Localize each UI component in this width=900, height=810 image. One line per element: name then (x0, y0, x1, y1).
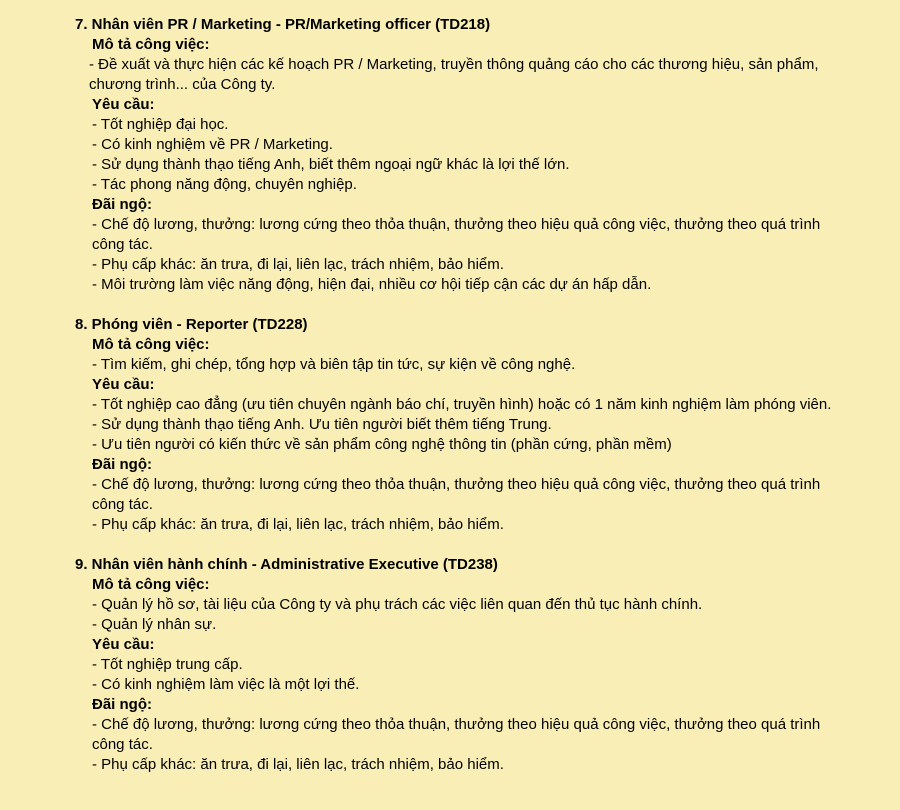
list-item: - Đề xuất và thực hiện các kế hoạch PR / Marketing, truyền thông quảng cáo cho các thương hiệu, sản phẩm, chương trình... của Công ty. (89, 56, 819, 93)
job-title: 9. Nhân viên hành chính - Administrative Executive (TD238) (75, 556, 498, 573)
description-list (0, 355, 900, 375)
list-item: - Phụ cấp khác: ăn trưa, đi lại, liên lạc, trách nhiệm, bảo hiểm. (92, 516, 504, 533)
requirements-list (0, 395, 900, 455)
job-description-section (0, 335, 900, 375)
requirements-section (0, 635, 900, 695)
list-item: - Có kinh nghiệm về PR / Marketing. (92, 136, 333, 153)
list-item: - Tìm kiếm, ghi chép, tổng hợp và biên tập tin tức, sự kiện về công nghệ. (92, 356, 576, 373)
list-item: - Tốt nghiệp cao đẳng (ưu tiên chuyên ngành báo chí, truyền hình) hoặc có 1 năm kinh nghiệm làm phóng viên. (92, 396, 832, 413)
section-heading: Yêu cầu: (92, 376, 155, 393)
section-heading: Mô tả công việc: (92, 36, 210, 53)
description-list (0, 55, 900, 95)
list-item: - Phụ cấp khác: ăn trưa, đi lại, liên lạc, trách nhiệm, bảo hiểm. (92, 256, 504, 273)
list-item: - Môi trường làm việc năng động, hiện đại, nhiều cơ hội tiếp cận các dự án hấp dẫn. (92, 276, 652, 293)
job-listing-td238 (0, 555, 900, 775)
list-item: - Ưu tiên người có kiến thức về sản phẩm công nghệ thông tin (phần cứng, phần mềm) (92, 436, 672, 453)
list-item: - Tác phong năng động, chuyên nghiệp. (92, 176, 357, 193)
benefits-list (0, 475, 900, 535)
list-item: - Chế độ lương, thưởng: lương cứng theo thỏa thuận, thưởng theo hiệu quả công việc, thưởng theo quá trình công tác. (92, 216, 821, 253)
section-heading: Đãi ngộ: (92, 456, 152, 473)
job-description-section (0, 35, 900, 95)
requirements-list (0, 115, 900, 195)
benefits-section (0, 455, 900, 535)
requirements-section (0, 375, 900, 455)
section-heading: Yêu cầu: (92, 636, 155, 653)
requirements-list (0, 655, 900, 695)
list-item: - Tốt nghiệp đại học. (92, 116, 229, 133)
list-item: - Quản lý nhân sự. (92, 616, 217, 633)
list-item: - Phụ cấp khác: ăn trưa, đi lại, liên lạc, trách nhiệm, bảo hiểm. (92, 756, 504, 773)
benefits-list (0, 715, 900, 775)
benefits-section (0, 695, 900, 775)
list-item: - Chế độ lương, thưởng: lương cứng theo thỏa thuận, thưởng theo hiệu quả công việc, thưởng theo quá trình công tác. (92, 476, 821, 513)
section-heading: Đãi ngộ: (92, 696, 152, 713)
job-title: 7. Nhân viên PR / Marketing - PR/Marketing officer (TD218) (75, 16, 491, 33)
list-item: - Có kinh nghiệm làm việc là một lợi thế. (92, 676, 360, 693)
job-listing-td218 (0, 15, 900, 295)
job-description-section (0, 575, 900, 635)
list-item: - Sử dụng thành thạo tiếng Anh, biết thêm ngoại ngữ khác là lợi thế lớn. (92, 156, 570, 173)
description-list (0, 595, 900, 635)
requirements-section (0, 95, 900, 195)
section-heading: Mô tả công việc: (92, 336, 210, 353)
benefits-list (0, 215, 900, 295)
list-item: - Chế độ lương, thưởng: lương cứng theo thỏa thuận, thưởng theo hiệu quả công việc, thưởng theo quá trình công tác. (92, 716, 821, 753)
list-item: - Quản lý hồ sơ, tài liệu của Công ty và phụ trách các việc liên quan đến thủ tục hành chính. (92, 596, 703, 613)
list-item: - Tốt nghiệp trung cấp. (92, 656, 243, 673)
job-title: 8. Phóng viên - Reporter (TD228) (75, 316, 308, 333)
section-heading: Mô tả công việc: (92, 576, 210, 593)
section-heading: Yêu cầu: (92, 96, 155, 113)
benefits-section (0, 195, 900, 295)
list-item: - Sử dụng thành thạo tiếng Anh. Ưu tiên người biết thêm tiếng Trung. (92, 416, 552, 433)
section-heading: Đãi ngộ: (92, 196, 152, 213)
job-listing-td228 (0, 315, 900, 535)
